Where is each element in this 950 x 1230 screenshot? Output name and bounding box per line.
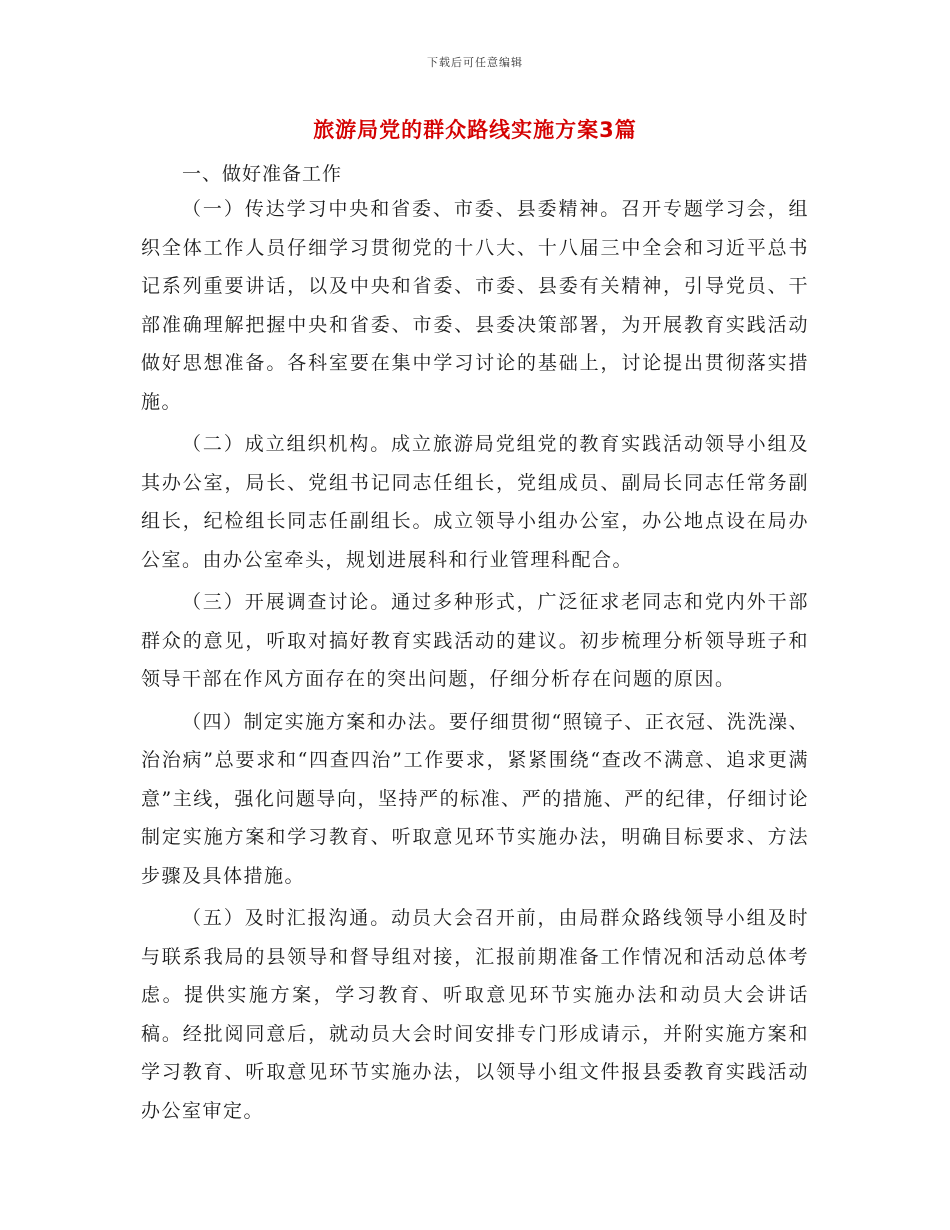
paragraph-5: （五）及时汇报沟通。动员大会召开前，由局群众路线领导小组及时与联系我局的县领导和督导组对接，汇报前期准备工作情况和活动总体考虑。提供实施方案，学习教育、听取意见环节实施办法和动员大会讲话稿。经批阅同意后，就动员大会时间安排专门形成请示，并附实施方案和学习教育、听取意见环节实施办法，以领导小组文件报县委教育实践活动办公室审定。	[141, 907, 809, 1122]
header-note: 下载后可任意编辑	[427, 56, 523, 69]
document-body	[141, 158, 809, 1134]
paragraph-3: （三）开展调查讨论。通过多种形式，广泛征求老同志和党内外干部群众的意见，听取对搞好教育实践活动的建议。初步梳理分析领导班子和领导干部在作风方面存在的突出问题，仔细分析存在问题的原因。	[141, 591, 809, 690]
paragraph-2: （二）成立组织机构。成立旅游局党组党的教育实践活动领导小组及其办公室，局长、党组书记同志任组长，党组成员、副局长同志任常务副组长，纪检组长同志任副组长。成立领导小组办公室，办公地点设在局办公室。由办公室牵头，规划进展科和行业管理科配合。	[141, 433, 809, 571]
paragraph-1: （一）传达学习中央和省委、市委、县委精神。召开专题学习会，组织全体工作人员仔细学习贯彻党的十八大、十八届三中全会和习近平总书记系列重要讲话，以及中央和省委、市委、县委有关精神，引导党员、干部准确理解把握中央和省委、市委、县委决策部署，为开展教育实践活动做好思想准备。各科室要在集中学习讨论的基础上，讨论提出贯彻落实措施。	[141, 198, 809, 413]
document-title: 旅游局党的群众路线实施方案3篇	[313, 118, 637, 142]
paragraph-4: （四）制定实施方案和办法。要仔细贯彻“照镜子、正衣冠、洗洗澡、治治病”总要求和“四查四治”工作要求，紧紧围绕“查改不满意、追求更满意”主线，强化问题导向，坚持严的标准、严的措施、严的纪律，仔细讨论制定实施方案和学习教育、听取意见环节实施办法，明确目标要求、方法步骤及具体措施。	[141, 710, 809, 887]
section-heading: 一、做好准备工作	[182, 163, 343, 185]
